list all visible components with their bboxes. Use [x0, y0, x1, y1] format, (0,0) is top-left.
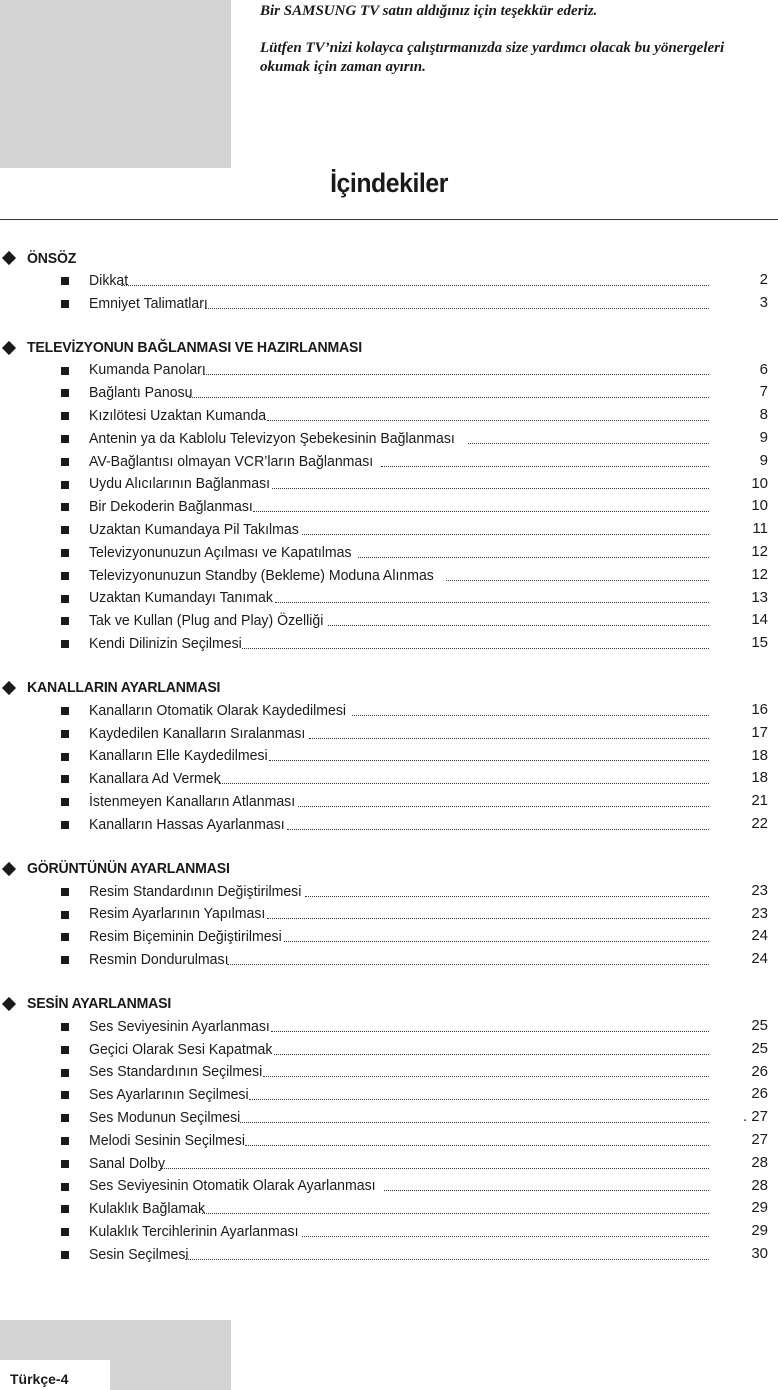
toc-entry-label: Ses Modunun Seçilmesi	[89, 1109, 241, 1126]
toc-section	[0, 247, 778, 315]
square-bullet-icon	[61, 526, 69, 534]
toc-entry-line	[89, 564, 709, 587]
square-bullet-icon	[61, 888, 69, 896]
toc-entry-label: Uzaktan Kumandayı Tanımak	[89, 589, 273, 607]
dot-leader	[245, 1144, 709, 1146]
dot-leader	[205, 307, 709, 309]
toc-entry	[0, 427, 778, 450]
toc-entry-line	[89, 292, 709, 315]
square-bullet-icon	[61, 707, 69, 715]
toc-entry-label: Bir Dekoderin Bağlanması	[89, 498, 253, 516]
square-bullet-icon	[61, 775, 69, 783]
toc-entry-line	[89, 745, 709, 768]
table-of-contents	[0, 247, 778, 1288]
square-bullet-icon	[61, 730, 69, 738]
toc-entry	[0, 381, 778, 404]
title-divider	[0, 219, 778, 220]
toc-section-header	[0, 993, 778, 1015]
toc-entry	[0, 269, 778, 292]
toc-entry-line	[89, 699, 709, 722]
square-bullet-icon	[61, 595, 69, 603]
toc-entry	[0, 1129, 778, 1152]
dot-leader	[267, 419, 709, 421]
toc-entry-label: Geçici Olarak Sesi Kapatmak	[89, 1040, 273, 1058]
toc-entry	[0, 404, 778, 427]
toc-page-number: 18	[751, 746, 768, 764]
square-bullet-icon	[61, 1137, 69, 1145]
toc-entry-line	[89, 1129, 709, 1152]
toc-page-number: 22	[751, 814, 768, 832]
square-bullet-icon	[61, 503, 69, 511]
dot-leader	[253, 510, 709, 512]
square-bullet-icon	[61, 572, 69, 580]
toc-entry-line	[89, 722, 709, 745]
toc-page-number: 24	[751, 950, 768, 968]
dot-leader	[202, 1212, 709, 1214]
square-bullet-icon	[61, 640, 69, 648]
toc-section	[0, 677, 778, 836]
toc-entry-label: İstenmeyen Kanalların Atlanması	[89, 793, 296, 811]
toc-entry-label: Kendi Dilinizin Seçilmesi	[89, 635, 242, 653]
toc-page-number: 2	[759, 271, 768, 288]
toc-entry	[0, 632, 778, 655]
square-bullet-icon	[61, 549, 69, 557]
toc-page-number: 15	[751, 634, 768, 652]
toc-page-number: 14	[751, 611, 768, 629]
toc-entry-label: Emniyet Talimatları	[89, 294, 208, 312]
square-bullet-icon	[61, 1183, 69, 1191]
dot-leader	[302, 1235, 709, 1237]
toc-entry	[0, 880, 778, 903]
toc-entry-label: Kanalların Hassas Ayarlanması	[89, 815, 285, 833]
toc-entry-line	[89, 948, 709, 971]
toc-entry	[0, 1152, 778, 1175]
square-bullet-icon	[61, 481, 69, 489]
toc-section-title: SESİN AYARLANMASI	[27, 995, 172, 1013]
toc-entry	[0, 564, 778, 587]
square-bullet-icon	[61, 1114, 69, 1122]
toc-section-title: TELEVİZYONUN BAĞLANMASI VE HAZIRLANMASI	[27, 339, 362, 357]
diamond-bullet-icon	[2, 681, 16, 695]
toc-entry	[0, 1038, 778, 1061]
square-bullet-icon	[61, 1069, 69, 1077]
toc-section	[0, 858, 778, 971]
toc-entry	[0, 1243, 778, 1266]
toc-entry-label: Kanalların Elle Kaydedilmesi	[89, 747, 268, 765]
toc-section-title: ÖNSÖZ	[27, 249, 77, 267]
toc-entry-line	[89, 404, 709, 427]
toc-entry-line	[89, 541, 709, 564]
toc-entry-label: Antenin ya da Kablolu Televizyon Şebekesinin Bağlanması	[89, 429, 455, 447]
toc-section-header	[0, 677, 778, 699]
square-bullet-icon	[61, 1160, 69, 1168]
toc-page-number: 11	[752, 520, 768, 538]
toc-entry-label: Dikkat	[89, 271, 129, 289]
toc-page-number: 13	[751, 588, 768, 606]
toc-page-number: 25	[751, 1016, 768, 1034]
square-bullet-icon	[61, 367, 69, 375]
toc-page-number: 21	[751, 792, 768, 810]
toc-entry-line	[89, 1243, 709, 1266]
toc-page-number: 18	[751, 769, 768, 787]
toc-entry-line	[89, 1175, 709, 1198]
toc-entry-line	[89, 1061, 709, 1084]
toc-entry-line	[89, 1083, 709, 1106]
toc-entry-label: AV-Bağlantısı olmayan VCR’ların Bağlanması	[89, 452, 374, 470]
toc-entry	[0, 518, 778, 541]
diamond-bullet-icon	[2, 251, 16, 265]
square-bullet-icon	[61, 1251, 69, 1259]
dot-leader	[302, 533, 709, 535]
toc-entry-label: Bağlantı Panosu	[89, 384, 193, 402]
toc-section-header	[0, 247, 778, 269]
toc-entry-label: Televizyonunuzun Açılması ve Kapatılmas	[89, 543, 352, 561]
toc-section-header	[0, 858, 778, 880]
dot-leader	[468, 442, 709, 444]
toc-page-number: 24	[751, 927, 768, 945]
toc-entry-line	[89, 359, 709, 382]
page-footer-label: Türkçe-4	[10, 1371, 69, 1387]
square-bullet-icon	[61, 412, 69, 420]
toc-entry	[0, 745, 778, 768]
toc-entry-line	[89, 1038, 709, 1061]
toc-page-number: 6	[759, 360, 768, 378]
diamond-bullet-icon	[2, 997, 16, 1011]
toc-entry-line	[89, 473, 709, 496]
toc-entry	[0, 450, 778, 473]
toc-entry-line	[89, 880, 709, 903]
toc-entry-label: Resim Biçeminin Değiştirilmesi	[89, 928, 282, 946]
dot-leader	[227, 963, 709, 965]
toc-entry-label: Kulaklık Tercihlerinin Ayarlanması	[89, 1222, 299, 1240]
toc-page-number: 28	[751, 1153, 768, 1171]
toc-page-number: 10	[751, 497, 768, 515]
square-bullet-icon	[61, 933, 69, 941]
square-bullet-icon	[61, 1205, 69, 1213]
toc-entry	[0, 541, 778, 564]
toc-page-number: 7	[759, 383, 768, 401]
square-bullet-icon	[61, 1023, 69, 1031]
toc-entry	[0, 495, 778, 518]
square-bullet-icon	[61, 1228, 69, 1236]
toc-page-number: 3	[759, 293, 768, 311]
toc-page-number: 30	[751, 1244, 768, 1262]
toc-entry-label: Ses Ayarlarının Seçilmesi	[89, 1086, 249, 1104]
toc-page-number: 23	[751, 881, 768, 899]
toc-entry	[0, 1175, 778, 1198]
intro-instructions: Lütfen TV’nizi kolayca çalıştırmanızda size yardımcı olacak bu yönergeleri okumak için zaman ayırın.	[260, 40, 725, 75]
toc-entry-label: Resim Standardının Değiştirilmesi	[89, 882, 302, 900]
toc-page-number: 29	[751, 1199, 768, 1217]
toc-entry-line	[89, 767, 709, 790]
square-bullet-icon	[61, 435, 69, 443]
toc-section-header	[0, 337, 778, 359]
intro-thanks: Bir SAMSUNG TV satın aldığınız için teşekkür ederiz.	[260, 3, 598, 19]
toc-entry	[0, 1220, 778, 1243]
toc-page-number: 10	[751, 474, 768, 492]
dot-leader	[240, 1121, 709, 1123]
toc-entry	[0, 699, 778, 722]
header-gray-block	[0, 0, 231, 168]
toc-entry	[0, 925, 778, 948]
toc-entry-line	[89, 427, 709, 450]
toc-page-number: 12	[751, 542, 768, 560]
square-bullet-icon	[61, 277, 69, 285]
toc-entry-line	[89, 518, 709, 541]
toc-entry-line	[89, 269, 709, 292]
toc-entry	[0, 722, 778, 745]
toc-entry-line	[89, 1015, 709, 1038]
dot-leader	[274, 1053, 709, 1055]
toc-entry	[0, 903, 778, 926]
square-bullet-icon	[61, 753, 69, 761]
toc-entry-line	[89, 450, 709, 473]
toc-entry-label: Melodi Sesinin Seçilmesi	[89, 1131, 245, 1149]
dot-leader	[275, 601, 709, 603]
dot-leader	[309, 737, 709, 739]
dot-leader	[358, 556, 709, 558]
toc-entry	[0, 813, 778, 836]
square-bullet-icon	[61, 389, 69, 397]
square-bullet-icon	[61, 821, 69, 829]
square-bullet-icon	[61, 911, 69, 919]
toc-entry-line	[89, 609, 709, 632]
toc-page-number: 26	[751, 1085, 768, 1103]
toc-entry-label: Ses Standardının Seçilmesi	[89, 1063, 263, 1081]
intro-text	[260, 2, 760, 95]
toc-page-number: 23	[751, 904, 768, 922]
toc-entry	[0, 948, 778, 971]
dot-leader	[249, 1098, 709, 1100]
toc-entry-line	[89, 495, 709, 518]
toc-section	[0, 993, 778, 1266]
toc-entry	[0, 1061, 778, 1084]
toc-page-number: 12	[751, 565, 768, 583]
toc-page-number: 16	[751, 700, 768, 718]
toc-entry-line	[89, 790, 709, 813]
toc-entry-line	[89, 587, 709, 610]
dot-leader	[272, 487, 709, 489]
toc-entry-label: Resim Ayarlarının Yapılması	[89, 905, 266, 923]
toc-entry-line	[89, 632, 709, 655]
diamond-bullet-icon	[2, 341, 16, 355]
toc-section-title: GÖRÜNTÜNÜN AYARLANMASI	[27, 860, 230, 878]
toc-entry-label: Kanalların Otomatik Olarak Kaydedilmesi	[89, 701, 347, 719]
toc-entry-line	[89, 381, 709, 404]
toc-entry-label: Sesin Seçilmesi	[89, 1245, 189, 1263]
toc-entry-label: Sanal Dolby	[89, 1154, 166, 1172]
toc-entry-label: Uzaktan Kumandaya Pil Takılmas	[89, 521, 299, 539]
toc-entry-line	[89, 813, 709, 836]
toc-entry	[0, 767, 778, 790]
dot-leader	[384, 1189, 709, 1191]
toc-entry	[0, 1083, 778, 1106]
toc-entry-label: Resmin Dondurulması	[89, 951, 229, 969]
toc-entry	[0, 1106, 778, 1129]
toc-page-number: 9	[759, 451, 768, 469]
dot-leader	[242, 647, 709, 649]
toc-entry-label: Kaydedilen Kanalların Sıralanması	[89, 724, 306, 742]
dot-leader	[263, 1075, 709, 1077]
dot-leader	[121, 284, 709, 286]
dot-leader	[203, 373, 709, 375]
toc-page-number: 29	[751, 1222, 768, 1240]
toc-entry-label: Kumanda Panoları	[89, 361, 206, 379]
dot-leader	[271, 1030, 709, 1032]
dot-leader	[160, 1167, 709, 1169]
toc-entry	[0, 1015, 778, 1038]
square-bullet-icon	[61, 1046, 69, 1054]
square-bullet-icon	[61, 617, 69, 625]
toc-entry	[0, 587, 778, 610]
square-bullet-icon	[61, 300, 69, 308]
toc-section-title: KANALLARIN AYARLANMASI	[27, 679, 221, 697]
dot-leader	[284, 940, 709, 942]
dot-leader	[446, 579, 709, 581]
toc-page-number: 8	[759, 406, 768, 424]
page-title: İçindekiler	[330, 168, 448, 198]
dot-leader	[287, 828, 709, 830]
toc-entry-line	[89, 1106, 709, 1129]
toc-entry	[0, 1197, 778, 1220]
dot-leader	[189, 396, 709, 398]
toc-entry	[0, 790, 778, 813]
toc-page-number: 25	[751, 1039, 768, 1057]
toc-entry-label: Ses Seviyesinin Otomatik Olarak Ayarlanması	[89, 1177, 376, 1195]
dot-leader	[267, 917, 709, 919]
toc-entry-label: Kanallara Ad Vermek	[89, 770, 221, 788]
dot-leader	[305, 895, 709, 897]
toc-entry	[0, 359, 778, 382]
dot-leader	[269, 759, 709, 761]
toc-page-number: 9	[759, 428, 768, 446]
dot-leader	[381, 465, 709, 467]
toc-page-number: 27	[751, 1130, 768, 1148]
square-bullet-icon	[61, 458, 69, 466]
toc-entry-line	[89, 1197, 709, 1220]
toc-entry-line	[89, 925, 709, 948]
dot-leader	[352, 714, 709, 716]
toc-page-number: 17	[751, 723, 768, 741]
square-bullet-icon	[61, 1091, 69, 1099]
toc-page-number: 26	[751, 1062, 768, 1080]
toc-entry-label: Uydu Alıcılarının Bağlanması	[89, 475, 271, 493]
square-bullet-icon	[61, 798, 69, 806]
dot-leader	[219, 782, 709, 784]
toc-section	[0, 337, 778, 655]
dot-leader	[185, 1258, 709, 1260]
toc-entry	[0, 473, 778, 496]
diamond-bullet-icon	[2, 862, 16, 876]
toc-entry-label: Kulaklık Bağlamak	[89, 1200, 206, 1218]
toc-entry-line	[89, 903, 709, 926]
toc-page-number: 28	[751, 1176, 768, 1194]
toc-page-number: . 27	[742, 1108, 768, 1126]
toc-entry-label: Ses Seviyesinin Ayarlanması	[89, 1017, 270, 1035]
toc-entry-label: Kızılötesi Uzaktan Kumanda	[89, 407, 267, 425]
toc-entry-label: Tak ve Kullan (Plug and Play) Özelliği	[89, 612, 324, 630]
toc-entry	[0, 292, 778, 315]
toc-entry	[0, 609, 778, 632]
toc-entry-line	[89, 1152, 709, 1175]
toc-entry-label: Televizyonunuzun Standby (Bekleme) Moduna Alınmas	[89, 566, 434, 584]
square-bullet-icon	[61, 956, 69, 964]
dot-leader	[328, 624, 709, 626]
toc-entry-line	[89, 1220, 709, 1243]
dot-leader	[298, 805, 709, 807]
